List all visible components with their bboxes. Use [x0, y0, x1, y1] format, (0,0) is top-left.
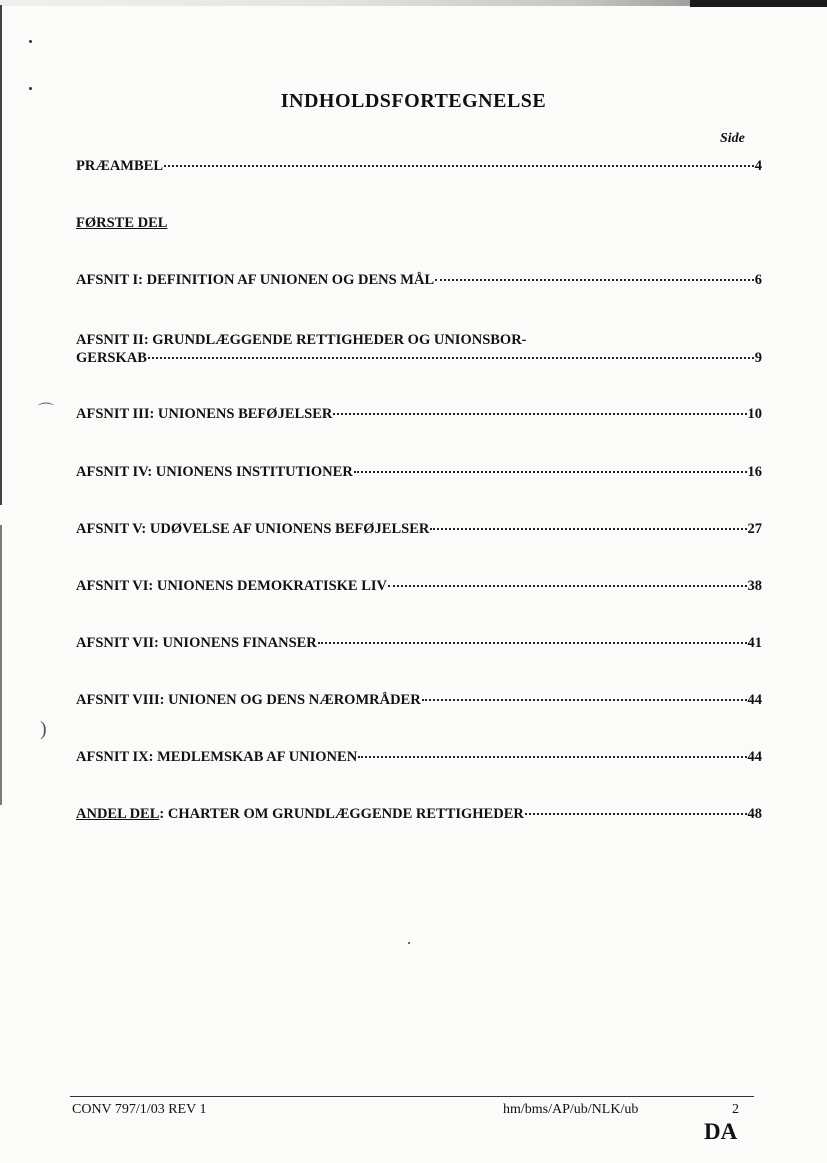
- page-number: 2: [732, 1102, 739, 1117]
- dot-leader: [430, 527, 746, 530]
- dot-leader: [354, 470, 747, 473]
- toc-entry-page: 10: [747, 406, 762, 422]
- toc-entry-label: AFSNIT VIII: UNIONEN OG DENS NÆROMRÅDER: [76, 692, 421, 708]
- toc-entry-page: 6: [754, 272, 762, 288]
- toc-entry-page: 44: [747, 692, 762, 708]
- dot-leader: [358, 755, 746, 758]
- toc-entry-label: PRÆAMBEL: [76, 158, 163, 174]
- toc-entry-label: AFSNIT II: GRUNDLÆGGENDE RETTIGHEDER OG UNIONSBOR-: [76, 332, 527, 348]
- page-column-label: Side: [720, 131, 745, 146]
- toc-entry: [76, 272, 762, 289]
- scan-left-edge: [0, 5, 2, 505]
- scan-left-edge: [0, 525, 2, 805]
- page-title: INDHOLDSFORTEGNELSE: [280, 90, 547, 112]
- toc-section-heading: FØRSTE DEL: [76, 215, 168, 231]
- language-code: DA: [704, 1119, 738, 1144]
- dot-leader: [422, 698, 747, 701]
- scan-speck: [29, 40, 32, 43]
- toc-entry-page: 16: [747, 464, 762, 480]
- toc-entry-page: 27: [747, 521, 762, 537]
- document-reference: CONV 797/1/03 REV 1: [72, 1102, 207, 1117]
- dot-leader: [525, 812, 747, 815]
- toc-entry-preamble: [76, 158, 762, 175]
- dot-leader: [435, 278, 754, 281]
- scan-speck: [408, 942, 410, 944]
- toc-entry: [76, 749, 762, 766]
- dot-leader: [333, 412, 746, 415]
- toc-entry-label: AFSNIT IX: MEDLEMSKAB AF UNIONEN: [76, 749, 358, 765]
- toc-entry: [76, 692, 762, 709]
- toc-entry-page: 48: [747, 806, 762, 822]
- toc-entry-page: 38: [747, 578, 762, 594]
- toc-entry-page: 41: [747, 635, 762, 651]
- toc-entry: [76, 635, 762, 652]
- toc-entry-label: AFSNIT V: UDØVELSE AF UNIONENS BEFØJELSER: [76, 521, 430, 537]
- toc-entry-label: [76, 806, 524, 823]
- toc-entry-page: 4: [754, 158, 762, 174]
- scan-mark: ): [40, 718, 47, 740]
- toc-entry-label-rest: : CHARTER OM GRUNDLÆGGENDE RETTIGHEDER: [159, 806, 524, 822]
- dot-leader: [318, 641, 747, 644]
- toc-entry: [76, 806, 762, 823]
- toc-entry-label: AFSNIT VII: UNIONENS FINANSER: [76, 635, 317, 651]
- document-code: hm/bms/AP/ub/NLK/ub: [503, 1102, 639, 1117]
- toc-entry-label: AFSNIT VI: UNIONENS DEMOKRATISKE LIV: [76, 578, 388, 594]
- toc-entry-label: AFSNIT I: DEFINITION AF UNIONEN OG DENS MÅL: [76, 272, 435, 288]
- toc-entry-label: GERSKAB: [76, 350, 147, 366]
- toc-entry: [76, 406, 762, 423]
- toc-entry-label: AFSNIT IV: UNIONENS INSTITUTIONER: [76, 464, 353, 480]
- toc-entry: [76, 578, 762, 595]
- toc-entry: [76, 521, 762, 538]
- toc-entry-page: 44: [747, 749, 762, 765]
- scan-mark: ⌒: [38, 403, 55, 420]
- footer-rule: [70, 1096, 754, 1097]
- dot-leader: [388, 584, 746, 587]
- dot-leader: [148, 356, 754, 359]
- toc-part-heading: ANDEL DEL: [76, 806, 160, 822]
- toc-entry-page: 9: [754, 350, 762, 366]
- toc-entry: [76, 464, 762, 481]
- toc-entry-label: AFSNIT III: UNIONENS BEFØJELSER: [76, 406, 333, 422]
- toc-entry: [76, 350, 762, 367]
- scan-edge-dark: [690, 0, 827, 7]
- dot-leader: [164, 164, 754, 167]
